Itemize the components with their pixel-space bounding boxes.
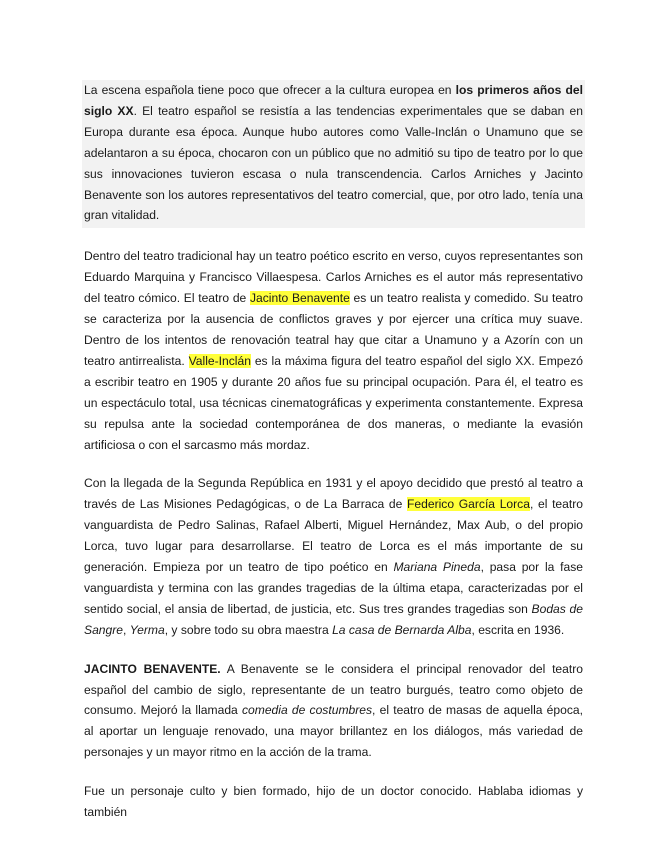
text-span: Con la llegada de la Segunda República en 1931 y el apoyo decidido que prestó al teatro a través de Las Misiones Pedagógicas, o de La Barraca de — [84, 476, 583, 512]
highlight-garcia-lorca: Federico García Lorca — [407, 497, 530, 512]
text-span: , — [123, 622, 130, 637]
italic-term: comedia de costumbres — [241, 703, 373, 718]
text-span: , escrita en 1936. — [471, 622, 565, 637]
paragraph-traditional-theatre — [84, 246, 583, 455]
paragraph-second-republic — [84, 473, 583, 640]
italic-title: Mariana Pineda — [393, 560, 481, 575]
text-span: Dentro del teatro tradicional hay un teatro poético escrito en verso, cuyos representantes son Eduardo Marquina y Francisco Villaespesa. Carlos Arniches es el autor más representativo del teatro cómico. El teatro de — [84, 249, 583, 306]
text-span: , pasa por la fase vanguardista y termina con las grandes tragedias de la última etapa, caracterizadas por el sentido social, el ansia de libertad, de justicia, etc. Sus tres grandes tragedias son — [84, 560, 583, 616]
text-span: es la máxima figura del teatro español del siglo XX. Empezó a escribir teatro en 1905 y durante 20 años fue su principal ocupación. Para él, el teatro es un espectáculo total, usa técnicas cinematográficas y experimenta constantemente. Expresa su repulsa ante la sociedad contemporánea de dos maneras, o mediante la evasión artificiosa o con el sarcasmo más mordaz. — [84, 353, 583, 452]
paragraph-intro — [82, 80, 585, 228]
text-span: , el teatro de masas de aquella época, al aportar un lenguaje renovado, una mayor brillantez en los diálogos, más variedad de personajes y un mayor ritmo en la acción de la trama. — [84, 703, 583, 760]
italic-title: La casa de Bernarda Alba — [332, 622, 472, 637]
text-span: . El teatro español se resistía a las tendencias experimentales que se daban en Europa durante esa época. Aunque hubo autores como Valle-Inclán o Unamuno que se adelantaron a su época, chocaron con un público que no admitió su tipo de teatro por lo que sus innovaciones tuvieron escasa o nula transcendencia. Carlos Arniches y Jacinto Benavente son los autores representativos del teatro comercial, que, por otro lado, tenía una gran vitalidad. — [84, 103, 584, 223]
italic-title: Bodas de Sangre — [84, 601, 584, 637]
document-page — [84, 80, 583, 841]
text-span: A Benavente se le considera el principal renovador del teatro español del cambio de siglo, representante de un teatro burgués, teatro como objeto de consumo. Mejoró la llamada — [84, 661, 583, 718]
text-span: Fue un personaje culto y bien formado, hijo de un doctor conocido. Hablaba idiomas y también — [84, 784, 583, 820]
highlight-valle-inclan: Valle-Inclán — [188, 353, 251, 368]
paragraph-biography — [84, 781, 583, 823]
text-span: , el teatro vanguardista de Pedro Salinas, Rafael Alberti, Miguel Hernández, Max Aub, o del propio Lorca, tuvo lugar para desarrollarse. El teatro de Lorca es el más importante de su generación. Empieza por un teatro de tipo poético en — [84, 497, 583, 575]
italic-title: Yerma — [129, 622, 165, 637]
highlight-jacinto-benavente: Jacinto Benavente — [249, 291, 350, 306]
text-span: , y sobre todo su obra maestra — [164, 622, 333, 637]
section-heading-benavente: JACINTO BENAVENTE. — [84, 661, 221, 676]
bold-phrase: los primeros años del siglo XX — [84, 83, 583, 118]
paragraph-benavente — [84, 659, 583, 764]
text-span: es un teatro realista y comedido. Su teatro se caracteriza por la ausencia de conflictos graves y por ejercer una crítica muy suave. Dentro de los intentos de renovación teatral hay que citar a Unamuno y a Azorín con un teatro antirrealista. — [84, 291, 583, 368]
text-span: La escena española tiene poco que ofrecer a la cultura europea en — [84, 83, 456, 97]
